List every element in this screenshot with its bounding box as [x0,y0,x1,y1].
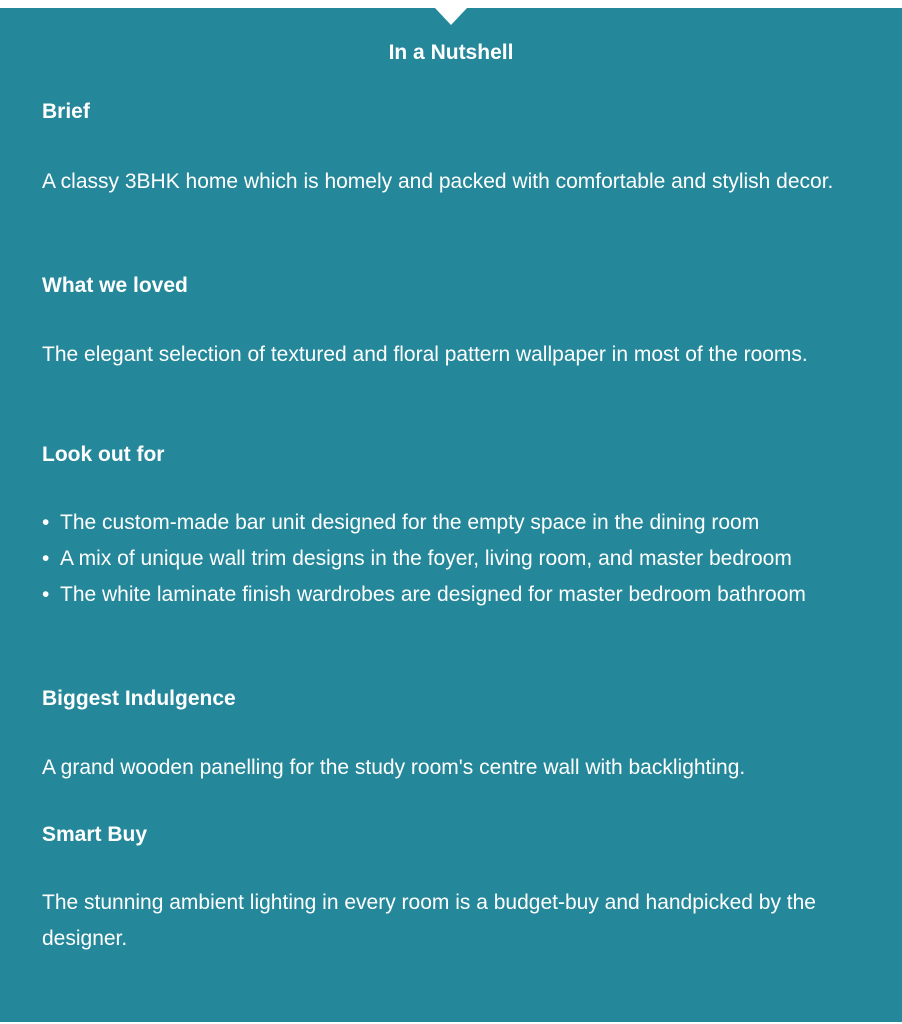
panel-title: In a Nutshell [388,41,514,64]
bullet-icon: • [42,511,50,534]
brief-text: A classy 3BHK home which is homely and packed with comfortable and stylish decor. [42,170,834,193]
smart-buy-heading: Smart Buy [42,823,148,846]
list-item [42,541,892,577]
biggest-indulgence-heading: Biggest Indulgence [42,687,236,710]
what-we-loved-text: The elegant selection of textured and floral pattern wallpaper in most of the rooms. [42,343,808,366]
smart-buy-text: The stunning ambient lighting in every room is a budget-buy and handpicked by the designer. [42,891,816,950]
list-item-text: A mix of unique wall trim designs in the foyer, living room, and master bedroom [60,547,792,570]
pointer-notch [435,8,467,25]
look-out-for-heading: Look out for [42,443,165,466]
bullet-icon: • [42,547,50,570]
list-item-text: The custom-made bar unit designed for the empty space in the dining room [60,511,760,534]
what-we-loved-heading: What we loved [42,274,188,297]
nutshell-panel [0,8,902,1022]
brief-heading: Brief [42,100,90,123]
list-item-text: The white laminate finish wardrobes are designed for master bedroom bathroom [60,583,806,606]
biggest-indulgence-text: A grand wooden panelling for the study room's centre wall with backlighting. [42,756,746,779]
bullet-icon: • [42,583,50,606]
look-out-for-list [42,505,892,613]
list-item [42,577,892,613]
list-item [42,505,892,541]
